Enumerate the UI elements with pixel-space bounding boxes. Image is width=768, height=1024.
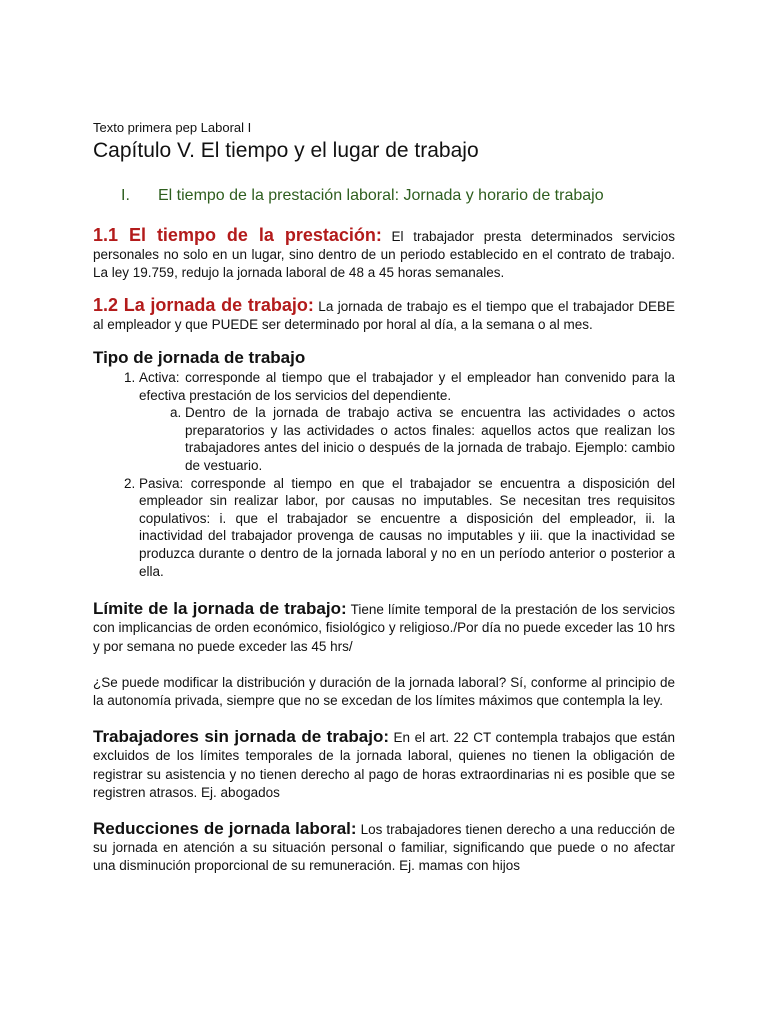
paragraph-pregunta: ¿Se puede modificar la distribución y duración de la jornada laboral? Sí, conforme al principio de la autonomía privada, siempre que no se excedan de los límites máximos que contempla la ley. xyxy=(93,674,675,708)
subsection-title-1-1: 1.1 El tiempo de la prestación: xyxy=(93,225,382,245)
paragraph-limite-jornada xyxy=(93,600,675,656)
paragraph-sin-jornada xyxy=(93,728,675,802)
paragraph-text: Tiene límite temporal de la prestación de los servicios con implicancias de orden económico, fisiológico y religioso./Por día no puede exceder las 10 hrs y por semana no puede exceder las 45 hrs/ xyxy=(93,602,675,654)
subsection-title-1-2: 1.2 La jornada de trabajo: xyxy=(93,294,314,315)
paragraph-text: El trabajador presta determinados servicios personales no solo en un lugar, sino dentro de un periodo establecido en el contrato de trabajo. La ley 19.759, redujo la jornada laboral de 48 a 45 horas semanales. xyxy=(93,229,675,281)
sin-jornada-title: Trabajadores sin jornada de trabajo: xyxy=(93,727,389,747)
document-content xyxy=(93,120,675,876)
document-label: Texto primera pep Laboral I xyxy=(93,120,252,135)
chapter-title: Capítulo V. El tiempo y el lugar de trabajo xyxy=(93,139,479,162)
tipo-jornada-list xyxy=(93,369,675,580)
tipo-jornada-heading: Tipo de jornada de trabajo xyxy=(93,348,306,368)
section-title: El tiempo de la prestación laboral: Jornada y horario de trabajo xyxy=(158,187,604,204)
list-item xyxy=(139,475,675,581)
sub-list-item: a. Dentro de la jornada de trabajo activa se encuentra las actividades o actos preparatorios y las actividades o actos finales: aquellos actos que realizan los trabajadores antes del inicio o después de la jornada de trabajo. Ejemplo: cambio de vestuario. xyxy=(185,404,675,474)
paragraph-text: Los trabajadores tienen derecho a una reducción de su jornada en atención a su situación personal o familiar, significando que puede o no afectar una disminución proporcional de su remuneración. Ej. mamas con hijos xyxy=(93,821,675,874)
paragraph-text: La jornada de trabajo es el tiempo que el trabajador DEBE al empleador y que PUEDE ser determinado por horal al día, a la semana o al mes. xyxy=(93,298,675,332)
paragraph-jornada-trabajo xyxy=(93,296,675,334)
limite-title: Límite de la jornada de trabajo: xyxy=(93,599,347,619)
list-item-text: Activa: corresponde al tiempo que el trabajador y el empleador han convenido para la efectiva prestación de los servicios del dependiente. xyxy=(139,370,675,403)
section-heading xyxy=(93,186,675,206)
list-item-text: Pasiva: corresponde al tiempo en que el trabajador se encuentra a disposición del empleador sin realizar labor, por causas no imputables. Se necesitan tres requisitos copulativos: i. que el trabajador se encuentre a disposición del empleador, ii. la inactividad del trabajador provenga de causas no imputables y iii. que la inactividad se produzca durante o dentro de la jornada laboral y no en un período anterior o posterior a ella. xyxy=(139,475,675,579)
section-number: I. xyxy=(121,187,130,204)
paragraph-text: En el art. 22 CT contempla trabajos que están excluidos de los límites temporales de la jornada laboral, quienes no tienen la obligación de registrar su asistencia y no tienen derecho al pago de horas extraordinarias ni es posible que se registren atrasos. Ej. abogados xyxy=(93,730,675,800)
paragraph-tiempo-prestacion xyxy=(93,226,675,283)
list-item xyxy=(139,369,675,475)
reducciones-title: Reducciones de jornada laboral: xyxy=(93,818,357,838)
paragraph-reducciones xyxy=(93,820,675,876)
sub-list xyxy=(139,404,675,474)
